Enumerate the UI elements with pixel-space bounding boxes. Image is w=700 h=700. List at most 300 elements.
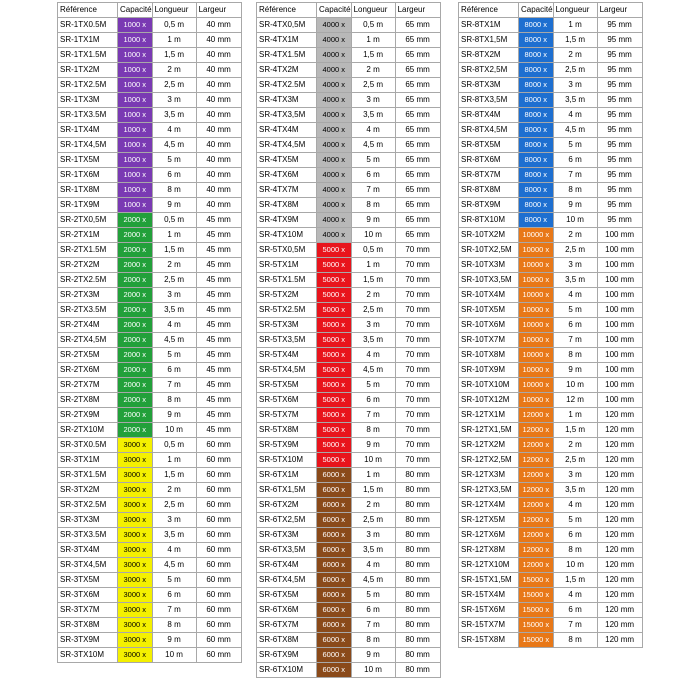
width-cell: 95 mm [597,78,642,93]
table-row [257,633,441,648]
width-cell: 60 mm [196,483,241,498]
width-cell: 70 mm [395,303,440,318]
length-cell: 5 m [351,588,395,603]
length-cell: 7 m [553,333,597,348]
width-cell: 70 mm [395,423,440,438]
length-cell: 12 m [553,393,597,408]
width-cell: 100 mm [597,393,642,408]
capacity-cell: 5000 x [317,363,352,378]
reference-cell: SR-1TX3.5M [58,108,118,123]
width-cell: 70 mm [395,258,440,273]
table-row [459,423,643,438]
table-row [58,183,242,198]
width-cell: 100 mm [597,243,642,258]
table-row [257,498,441,513]
table-row [58,258,242,273]
reference-cell: SR-6TX3M [257,528,317,543]
reference-cell: SR-12TX3,5M [459,483,519,498]
length-cell: 8 m [553,633,597,648]
width-cell: 100 mm [597,378,642,393]
width-cell: 60 mm [196,648,241,663]
reference-cell: SR-3TX2M [58,483,118,498]
table-row [58,63,242,78]
reference-cell: SR-15TX1,5M [459,573,519,588]
table-row [459,543,643,558]
length-cell: 1,5 m [152,468,196,483]
length-cell: 1 m [351,258,395,273]
table-row [58,228,242,243]
table-row [459,393,643,408]
table-row [257,663,441,678]
reference-cell: SR-6TX4,5M [257,573,317,588]
table-row [257,78,441,93]
length-cell: 9 m [152,198,196,213]
reference-cell: SR-2TX4,5M [58,333,118,348]
capacity-cell: 4000 x [317,198,352,213]
width-cell: 95 mm [597,198,642,213]
capacity-cell: 5000 x [317,288,352,303]
reference-cell: SR-2TX0,5M [58,213,118,228]
reference-cell: SR-2TX3M [58,288,118,303]
capacity-cell: 12000 x [519,513,554,528]
length-cell: 7 m [152,378,196,393]
table-row [58,408,242,423]
width-cell: 40 mm [196,108,241,123]
table-row [257,318,441,333]
length-cell: 3,5 m [553,93,597,108]
table-row [257,648,441,663]
table-row [459,33,643,48]
capacity-cell: 2000 x [118,348,153,363]
reference-cell: SR-4TX3M [257,93,317,108]
capacity-cell: 6000 x [317,588,352,603]
table-row [257,438,441,453]
table-row [58,648,242,663]
length-cell: 2 m [152,258,196,273]
product-table-1 [57,2,242,663]
width-cell: 65 mm [395,108,440,123]
capacity-cell: 4000 x [317,18,352,33]
length-cell: 7 m [351,183,395,198]
capacity-cell: 5000 x [317,318,352,333]
table-row [58,573,242,588]
reference-cell: SR-15TX4M [459,588,519,603]
capacity-cell: 12000 x [519,438,554,453]
length-cell: 4,5 m [351,363,395,378]
capacity-cell: 1000 x [118,198,153,213]
reference-cell: SR-3TX2.5M [58,498,118,513]
reference-cell: SR-1TX4M [58,123,118,138]
capacity-cell: 15000 x [519,618,554,633]
length-cell: 2,5 m [553,453,597,468]
reference-cell: SR-12TX5M [459,513,519,528]
width-cell: 95 mm [597,213,642,228]
table-row [257,468,441,483]
reference-cell: SR-2TX1M [58,228,118,243]
capacity-cell: 1000 x [118,18,153,33]
reference-cell: SR-10TX9M [459,363,519,378]
capacity-cell: 12000 x [519,528,554,543]
table-row [58,543,242,558]
product-table-2 [256,2,441,678]
reference-cell: SR-8TX1,5M [459,33,519,48]
reference-cell: SR-4TX2.5M [257,78,317,93]
table-row [58,198,242,213]
length-cell: 4 m [351,123,395,138]
table-row [257,303,441,318]
reference-cell: SR-2TX6M [58,363,118,378]
capacity-cell: 12000 x [519,468,554,483]
width-cell: 60 mm [196,573,241,588]
table-row [459,153,643,168]
length-cell: 2 m [553,228,597,243]
width-cell: 95 mm [597,93,642,108]
reference-cell: SR-3TX1.5M [58,468,118,483]
capacity-cell: 5000 x [317,438,352,453]
table-row [58,558,242,573]
reference-cell: SR-1TX4,5M [58,138,118,153]
capacity-cell: 8000 x [519,18,554,33]
width-cell: 40 mm [196,33,241,48]
capacity-cell: 12000 x [519,423,554,438]
reference-cell: SR-4TX5M [257,153,317,168]
capacity-cell: 10000 x [519,288,554,303]
width-cell: 65 mm [395,213,440,228]
width-cell: 65 mm [395,33,440,48]
table-row [257,93,441,108]
length-cell: 1,5 m [152,243,196,258]
length-cell: 9 m [553,198,597,213]
length-cell: 6 m [553,153,597,168]
length-cell: 2,5 m [553,243,597,258]
header-width: Largeur [196,3,241,18]
length-cell: 1,5 m [351,273,395,288]
reference-cell: SR-10TX10M [459,378,519,393]
width-cell: 45 mm [196,408,241,423]
width-cell: 120 mm [597,453,642,468]
reference-cell: SR-1TX3M [58,93,118,108]
capacity-cell: 12000 x [519,483,554,498]
capacity-cell: 8000 x [519,63,554,78]
capacity-cell: 6000 x [317,633,352,648]
capacity-cell: 8000 x [519,33,554,48]
table-row [257,423,441,438]
width-cell: 120 mm [597,603,642,618]
width-cell: 60 mm [196,543,241,558]
length-cell: 9 m [553,363,597,378]
length-cell: 4 m [152,318,196,333]
length-cell: 1 m [152,453,196,468]
length-cell: 3 m [152,93,196,108]
capacity-cell: 3000 x [118,543,153,558]
reference-cell: SR-2TX2.5M [58,273,118,288]
width-cell: 40 mm [196,153,241,168]
width-cell: 95 mm [597,123,642,138]
width-cell: 60 mm [196,513,241,528]
length-cell: 10 m [553,213,597,228]
reference-cell: SR-3TX5M [58,573,118,588]
width-cell: 95 mm [597,153,642,168]
reference-cell: SR-6TX7M [257,618,317,633]
capacity-cell: 5000 x [317,408,352,423]
table-row [459,408,643,423]
reference-cell: SR-3TX7M [58,603,118,618]
capacity-cell: 6000 x [317,663,352,678]
capacity-cell: 1000 x [118,33,153,48]
table-row [459,573,643,588]
capacity-cell: 4000 x [317,108,352,123]
length-cell: 2 m [351,498,395,513]
reference-cell: SR-12TX10M [459,558,519,573]
length-cell: 9 m [351,213,395,228]
header-length: Longueur [351,3,395,18]
reference-cell: SR-2TX9M [58,408,118,423]
capacity-cell: 5000 x [317,258,352,273]
width-cell: 95 mm [597,48,642,63]
reference-cell: SR-5TX4,5M [257,363,317,378]
width-cell: 120 mm [597,573,642,588]
table-row [459,183,643,198]
capacity-cell: 10000 x [519,258,554,273]
width-cell: 120 mm [597,588,642,603]
width-cell: 95 mm [597,138,642,153]
reference-cell: SR-6TX1M [257,468,317,483]
length-cell: 4 m [351,348,395,363]
width-cell: 45 mm [196,363,241,378]
table-row [459,168,643,183]
width-cell: 100 mm [597,318,642,333]
length-cell: 1,5 m [553,33,597,48]
reference-cell: SR-2TX8M [58,393,118,408]
table-row [257,558,441,573]
reference-cell: SR-2TX7M [58,378,118,393]
reference-cell: SR-6TX3,5M [257,543,317,558]
length-cell: 7 m [553,168,597,183]
capacity-cell: 1000 x [118,138,153,153]
table-row [58,123,242,138]
capacity-cell: 8000 x [519,138,554,153]
length-cell: 1,5 m [351,483,395,498]
length-cell: 8 m [351,633,395,648]
capacity-cell: 10000 x [519,378,554,393]
table-row [58,378,242,393]
reference-cell: SR-8TX3,5M [459,93,519,108]
width-cell: 120 mm [597,543,642,558]
table-row [459,453,643,468]
reference-cell: SR-10TX2M [459,228,519,243]
reference-cell: SR-10TX5M [459,303,519,318]
table-row [58,78,242,93]
length-cell: 6 m [152,588,196,603]
reference-cell: SR-10TX3M [459,258,519,273]
width-cell: 65 mm [395,168,440,183]
reference-cell: SR-3TX4,5M [58,558,118,573]
width-cell: 95 mm [597,33,642,48]
table-row [257,213,441,228]
capacity-cell: 4000 x [317,213,352,228]
capacity-cell: 1000 x [118,153,153,168]
capacity-cell: 6000 x [317,468,352,483]
reference-cell: SR-15TX6M [459,603,519,618]
table-row [459,483,643,498]
reference-cell: SR-5TX8M [257,423,317,438]
length-cell: 4 m [152,123,196,138]
reference-cell: SR-8TX4,5M [459,123,519,138]
capacity-cell: 10000 x [519,348,554,363]
width-cell: 70 mm [395,453,440,468]
length-cell: 2,5 m [152,78,196,93]
reference-cell: SR-2TX10M [58,423,118,438]
header-width: Largeur [395,3,440,18]
reference-cell: SR-6TX9M [257,648,317,663]
width-cell: 65 mm [395,18,440,33]
length-cell: 2 m [553,48,597,63]
length-cell: 6 m [351,168,395,183]
capacity-cell: 8000 x [519,198,554,213]
length-cell: 6 m [553,528,597,543]
reference-cell: SR-10TX3,5M [459,273,519,288]
table-row [58,483,242,498]
table-row [58,18,242,33]
table-row [459,138,643,153]
table-row [459,528,643,543]
width-cell: 120 mm [597,618,642,633]
width-cell: 120 mm [597,468,642,483]
length-cell: 4,5 m [152,138,196,153]
length-cell: 8 m [152,183,196,198]
capacity-cell: 5000 x [317,273,352,288]
length-cell: 0,5 m [351,18,395,33]
capacity-cell: 10000 x [519,333,554,348]
width-cell: 80 mm [395,528,440,543]
length-cell: 5 m [553,138,597,153]
capacity-cell: 1000 x [118,168,153,183]
table-row [459,213,643,228]
capacity-cell: 8000 x [519,108,554,123]
table-row [257,258,441,273]
table-row [459,348,643,363]
reference-cell: SR-5TX7M [257,408,317,423]
length-cell: 10 m [152,423,196,438]
reference-cell: SR-10TX7M [459,333,519,348]
table-row [58,588,242,603]
capacity-cell: 8000 x [519,153,554,168]
length-cell: 3,5 m [351,333,395,348]
capacity-cell: 3000 x [118,498,153,513]
reference-cell: SR-2TX1.5M [58,243,118,258]
capacity-cell: 2000 x [118,408,153,423]
length-cell: 5 m [553,513,597,528]
reference-cell: SR-8TX1M [459,18,519,33]
header-reference: Référence [459,3,519,18]
reference-cell: SR-10TX6M [459,318,519,333]
table-row [257,483,441,498]
width-cell: 45 mm [196,243,241,258]
reference-cell: SR-1TX1.5M [58,48,118,63]
length-cell: 3,5 m [152,303,196,318]
capacity-cell: 2000 x [118,363,153,378]
table-row [459,93,643,108]
reference-cell: SR-12TX1,5M [459,423,519,438]
capacity-cell: 1000 x [118,108,153,123]
reference-cell: SR-10TX12M [459,393,519,408]
reference-cell: SR-5TX6M [257,393,317,408]
width-cell: 70 mm [395,393,440,408]
capacity-cell: 4000 x [317,78,352,93]
reference-cell: SR-4TX0,5M [257,18,317,33]
reference-cell: SR-12TX4M [459,498,519,513]
reference-cell: SR-4TX2M [257,63,317,78]
capacity-cell: 12000 x [519,543,554,558]
table-row [58,168,242,183]
table-row [257,48,441,63]
table-row [459,123,643,138]
capacity-cell: 6000 x [317,543,352,558]
reference-cell: SR-4TX1M [257,33,317,48]
width-cell: 60 mm [196,603,241,618]
length-cell: 6 m [351,393,395,408]
table-row [257,18,441,33]
table-row [58,93,242,108]
reference-cell: SR-8TX8M [459,183,519,198]
width-cell: 70 mm [395,363,440,378]
table-row [459,468,643,483]
table-row [257,408,441,423]
header-row [58,3,242,18]
width-cell: 40 mm [196,198,241,213]
width-cell: 70 mm [395,348,440,363]
reference-cell: SR-3TX1M [58,453,118,468]
table-row [58,33,242,48]
table-row [459,588,643,603]
width-cell: 80 mm [395,588,440,603]
capacity-cell: 10000 x [519,303,554,318]
reference-cell: SR-1TX2.5M [58,78,118,93]
length-cell: 4 m [553,588,597,603]
capacity-cell: 6000 x [317,483,352,498]
width-cell: 70 mm [395,333,440,348]
capacity-cell: 5000 x [317,423,352,438]
width-cell: 45 mm [196,393,241,408]
length-cell: 5 m [152,573,196,588]
length-cell: 1 m [351,468,395,483]
length-cell: 9 m [152,633,196,648]
capacity-cell: 2000 x [118,393,153,408]
table-row [58,108,242,123]
width-cell: 120 mm [597,558,642,573]
length-cell: 9 m [351,648,395,663]
width-cell: 80 mm [395,543,440,558]
length-cell: 10 m [351,453,395,468]
width-cell: 40 mm [196,168,241,183]
capacity-cell: 12000 x [519,408,554,423]
width-cell: 100 mm [597,363,642,378]
table-row [257,63,441,78]
table-row [459,558,643,573]
width-cell: 65 mm [395,228,440,243]
table-row [58,153,242,168]
width-cell: 80 mm [395,633,440,648]
capacity-cell: 4000 x [317,138,352,153]
capacity-cell: 2000 x [118,378,153,393]
capacity-cell: 8000 x [519,93,554,108]
table-row [459,318,643,333]
capacity-cell: 3000 x [118,648,153,663]
width-cell: 40 mm [196,183,241,198]
table-row [459,618,643,633]
width-cell: 80 mm [395,573,440,588]
table-row [58,243,242,258]
